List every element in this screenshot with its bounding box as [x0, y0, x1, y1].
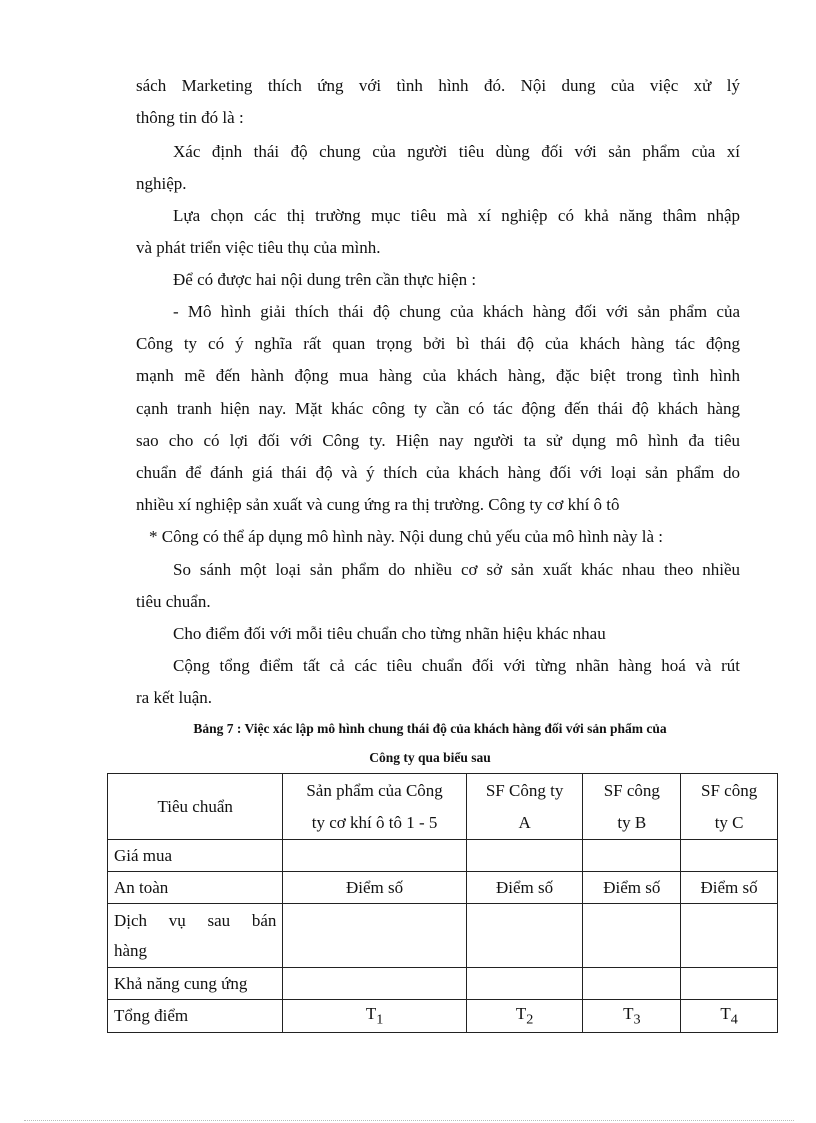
header-text: SF công — [700, 780, 758, 800]
paragraph-line: cạnh tranh hiện nay. Mặt khác công ty cần có tác động đến thái độ khách hàng — [136, 399, 740, 418]
paragraph-line: mạnh mẽ đến hành động mua hàng của khách hàng, đặc biệt trong tình hình — [136, 366, 740, 385]
header-company-c — [681, 774, 778, 840]
paragraph-line: sách Marketing thích ứng với tình hình đó. Nội dung của việc xử lý — [136, 76, 740, 95]
header-text: Sản phẩm của Công — [306, 780, 443, 800]
header-text: A — [518, 812, 531, 832]
paragraph-line: So sánh một loại sản phẩm do nhiều cơ sở sản xuất khác nhau theo nhiều — [173, 560, 740, 579]
paragraph-line: Cho điểm đối với mỗi tiêu chuẩn cho từng nhãn hiệu khác nhau — [173, 624, 606, 643]
table-cell — [681, 968, 778, 1000]
paragraph-line: ra kết luận. — [136, 688, 212, 707]
header-text: SF Công ty — [485, 780, 564, 800]
total-subscript: 4 — [730, 1011, 738, 1028]
header-company-product — [283, 774, 466, 840]
table-cell — [283, 904, 466, 968]
paragraph-line: nghiệp. — [136, 174, 187, 193]
total-subscript: 1 — [376, 1011, 384, 1028]
row-label: Khả năng cung ứng — [108, 968, 283, 1000]
paragraph-line: tiêu chuẩn. — [136, 592, 211, 611]
total-cell — [583, 1000, 681, 1033]
paragraph-line: sao cho có lợi đối với Công ty. Hiện nay người ta sử dụng mô hình đa tiêu — [136, 431, 740, 450]
total-symbol: T — [623, 1003, 634, 1023]
header-text: ty C — [714, 812, 744, 832]
total-cell — [466, 1000, 583, 1033]
row-label-line: Dịch vụ sau bán — [114, 910, 277, 930]
table-cell: Điểm số — [583, 872, 681, 904]
header-criteria: Tiêu chuẩn — [108, 774, 283, 840]
row-label: Giá mua — [108, 840, 283, 872]
table-cell: Điểm số — [466, 872, 583, 904]
table-cell — [583, 968, 681, 1000]
paragraph-line: và phát triển việc tiêu thụ của mình. — [136, 238, 381, 257]
row-label: An toàn — [108, 872, 283, 904]
criteria-table — [107, 773, 778, 1033]
table-cell — [583, 840, 681, 872]
paragraph-line: Công ty có ý nghĩa rất quan trọng bởi bì thái độ của khách hàng tác động — [136, 334, 740, 353]
table-row — [108, 904, 778, 968]
paragraph-line: * Công có thể áp dụng mô hình này. Nội dung chủ yếu của mô hình này là : — [149, 527, 664, 546]
table-row — [108, 968, 778, 1000]
row-label — [108, 904, 283, 968]
total-symbol: T — [720, 1003, 731, 1023]
table-caption: Bảng 7 : Việc xác lập mô hình chung thái độ của khách hàng đối với sản phẩm của — [193, 721, 667, 736]
row-label-line: hàng — [114, 940, 148, 960]
table-caption-line2: Công ty qua biểu sau — [369, 750, 491, 765]
table-cell — [681, 840, 778, 872]
table-header-row — [108, 774, 778, 840]
total-symbol: T — [515, 1003, 527, 1023]
paragraph-line: thông tin đó là : — [136, 108, 244, 127]
paragraph-line: - Mô hình giải thích thái độ chung của khách hàng đối với sản phẩm của — [173, 302, 740, 321]
header-text: ty B — [617, 812, 647, 832]
row-label: Tổng điểm — [108, 1000, 283, 1033]
table-cell — [283, 840, 466, 872]
paragraph-line: Lựa chọn các thị trường mục tiêu mà xí nghiệp có khả năng thâm nhập — [173, 206, 740, 225]
paragraph-line: Để có được hai nội dung trên cần thực hiện : — [173, 270, 477, 289]
table-cell — [583, 904, 681, 968]
total-cell — [681, 1000, 778, 1033]
table-row — [108, 872, 778, 904]
table-cell — [283, 968, 466, 1000]
paragraph-line: chuẩn để đánh giá thái độ và ý thích của khách hàng đối với loại sản phẩm do — [136, 463, 740, 482]
table-cell: Điểm số — [283, 872, 466, 904]
table-row — [108, 840, 778, 872]
paragraph-line: Cộng tổng điểm tất cả các tiêu chuẩn đối với từng nhãn hàng hoá và rút — [173, 656, 740, 675]
table-cell — [466, 904, 583, 968]
paragraph-line: nhiều xí nghiệp sản xuất và cung ứng ra thị trường. Công ty cơ khí ô tô — [136, 495, 620, 514]
header-company-a — [466, 774, 583, 840]
header-text: SF công — [603, 780, 660, 800]
table-cell — [466, 840, 583, 872]
total-symbol: T — [365, 1003, 377, 1023]
page-bottom-divider — [24, 1120, 794, 1121]
table-cell — [681, 904, 778, 968]
total-subscript: 2 — [526, 1011, 534, 1028]
header-company-b — [583, 774, 681, 840]
table-cell: Điểm số — [681, 872, 778, 904]
table-cell — [466, 968, 583, 1000]
paragraph-line: Xác định thái độ chung của người tiêu dùng đối với sản phẩm của xí — [173, 142, 740, 161]
total-subscript: 3 — [633, 1011, 641, 1028]
table-row-total — [108, 1000, 778, 1033]
total-cell — [283, 1000, 466, 1033]
header-text: ty cơ khí ô tô 1 - 5 — [311, 812, 438, 832]
